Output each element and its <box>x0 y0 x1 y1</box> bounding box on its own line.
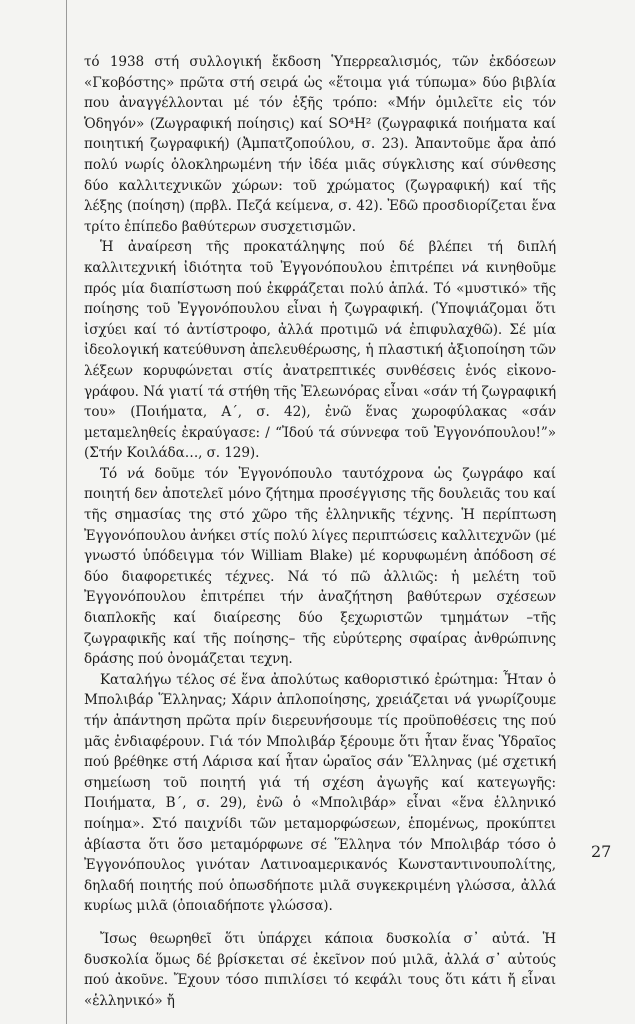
paragraph-3: Τό νά δοῦμε τόν Ἐγγονόπουλο ταυτόχρονα ὡς ζωγράφο καί ποιητή δεν ἀποτελεῖ μόνο ζήτημα προσέγγισης τῆς δουλειᾶς του καί τῆς σημασίας της στό χῶρο τῆς ἑλληνικῆς τέχνης. Ἡ περίπτωση Ἐγγονόπουλου ἀνήκει στίς πολύ λίγες περιπτώσεις καλλιτεχνῶν (μέ γνωστό ὑπόδειγμα τόν William Blake) μέ κορυφωμένη ἀπόδοση σέ δύο διαφορετικές τέχνες. Νά τό πῶ ἀλλιῶς: ἡ μελέτη τοῦ Ἐγγονόπουλου ἐπιτρέπει τήν ἀναζήτηση βαθύτερων σχέσεων διαπλοκῆς καί διαίρεσης δύο ξεχωριστῶν τμημάτων –τῆς ζωγραφικῆς καί τῆς ποίησης– τῆς εὐρύτερης σφαίρας ἀνθρώπινης δράσης πού ὀνομάζεται τεχνη. <box>84 465 556 668</box>
paragraph-4: Καταλήγω τέλος σέ ἕνα ἀπολύτως καθοριστικό ἐρώτημα: Ἦταν ὁ Μπολιβάρ Ἕλληνας; Χάριν ἁπλοποίησης, χρειάζεται νά γνωρίζουμε τήν ἀπάντηση πρῶτα πρίν διερευνήσουμε τίς προϋποθέσεις της πού μᾶς ἐνδιαφέρουν. Γιά τόν Μπολιβάρ ξέρουμε ὅτι ἦταν ἕνας Ὑδραῖος πού βρέθηκε στή Λάρισα καί ἦταν ὡραῖος σάν Ἕλληνας (μέ σχετική σημείωση τοῦ ποιητή γιά τή σχέση ἀγωγῆς καί κατεγωγῆς: Ποιήματα, Β΄, σ. 29), ἐνῶ ὁ «Μπολιβάρ» εἶναι «ἕνα ἑλληνικό ποίημα». Στό παιχνίδι τῶν μεταμορφώσεων, ἑπομένως, προκύπτει ἀβίαστα ὅτι ὅσο μεταμόρφωνε σέ Ἕλληνα τόν Μπολιβάρ τόσο ὁ Ἐγγονόπουλος γινόταν Λατινοαμερικανός Κωνσταντινουπολίτης, δηλαδή ποιητής πού ὁπωσδήποτε μιλᾶ συγκεκριμένη γλώσσα, ἀλλά κυρίως μιλᾶ (ὁποιαδήποτε γλώσσα). <box>84 671 556 915</box>
body-text <box>84 52 556 1011</box>
margin-rule <box>66 0 67 1024</box>
page-number: 27 <box>591 842 612 861</box>
paragraph-1: τό 1938 στή συλλογική ἔκδοση Ὑπερρεαλισμός, τῶν ἐκδόσεων «Γκοβόστης» πρῶτα στή σειρά ὡς «ἕτοιμα γιά τύπωμα» δύο βιβλία που ἀναγγέλλονται μέ τόν ἑξῆς τρόπο: «Μήν ὁμιλεῖτε εἰς τόν Ὁδηγόν» (Ζωγραφική ποίησις) καί SO⁴H² (ζωγραφικά ποιήματα καί ποιητική ζωγραφική) (Ἀμπατζοπούλου, σ. 23). Ἀπαντοῦμε ἄρα ἀπό πολύ νωρίς ὁλοκληρωμένη τήν ἰδέα μιᾶς σύγκλισης καί σύνθεσης δύο καλλιτεχνικῶν χώρων: τοῦ χρώματος (ζωγραφική) καί τῆς λέξης (ποίηση) (πρβλ. Πεζά κείμενα, σ. 42). Ἐδῶ προσδιορίζεται ἕνα τρίτο ἐπίπεδο βαθύτερων συσχετισμῶν. <box>84 54 556 235</box>
paragraph-2: Ἡ ἀναίρεση τῆς προκατάληψης πού δέ βλέπει τή διπλή καλλιτεχνική ἰδιότητα τοῦ Ἐγγονόπουλου ἐπιτρέπει νά κινηθοῦμε πρός μία διαπίστωση πού ἐκφράζεται πολύ ἁπλά. Τό «μυστικό» τῆς ποίησης τοῦ Ἐγγονόπουλου εἶναι ἡ ζωγραφική. (Ὑποψιάζομαι ὅτι ἰσχύει καί τό ἀντίστροφο, ἀλλά προτιμῶ νά ἐπιφυλαχθῶ). Σέ μία ἰδεολογική κατεύθυνση ἀπελευθέρωσης, ἡ πλαστική ἀξιοποίηση τῶν λέξεων κορυφώνεται στίς ἀνατρεπτικές συνθέσεις ἑνός εἰκονο-γράφου. Νά γιατί τά στήθη τῆς Ἐλεωνόρας εἶναι «σάν τή ζωγραφική του» (Ποιήματα, Α΄, σ. 42), ἐνῶ ἕνας χωροφύλακας «σάν μεταμεληθείς ἐκραύγασε: / “Ἰδού τά σύννεφα τοῦ Ἐγγονόπουλου!”» (Στήν Κοιλάδα…, σ. 129). <box>84 239 556 462</box>
paragraph-5: Ἴσως θεωρηθεῖ ὅτι ὑπάρχει κάποια δυσκολία σ᾽ αὐτά. Ἡ δυσκολία ὅμως δέ βρίσκεται σέ ἐκεῖνον πού μιλᾶ, ἀλλά σ᾽ αὐτούς πού ἀκοῦνε. Ἔχουν τόσο πιπιλίσει τό κεφάλι τους ὅτι κάτι ἤ εἶναι «ἑλληνικό» ἤ <box>84 930 556 1009</box>
